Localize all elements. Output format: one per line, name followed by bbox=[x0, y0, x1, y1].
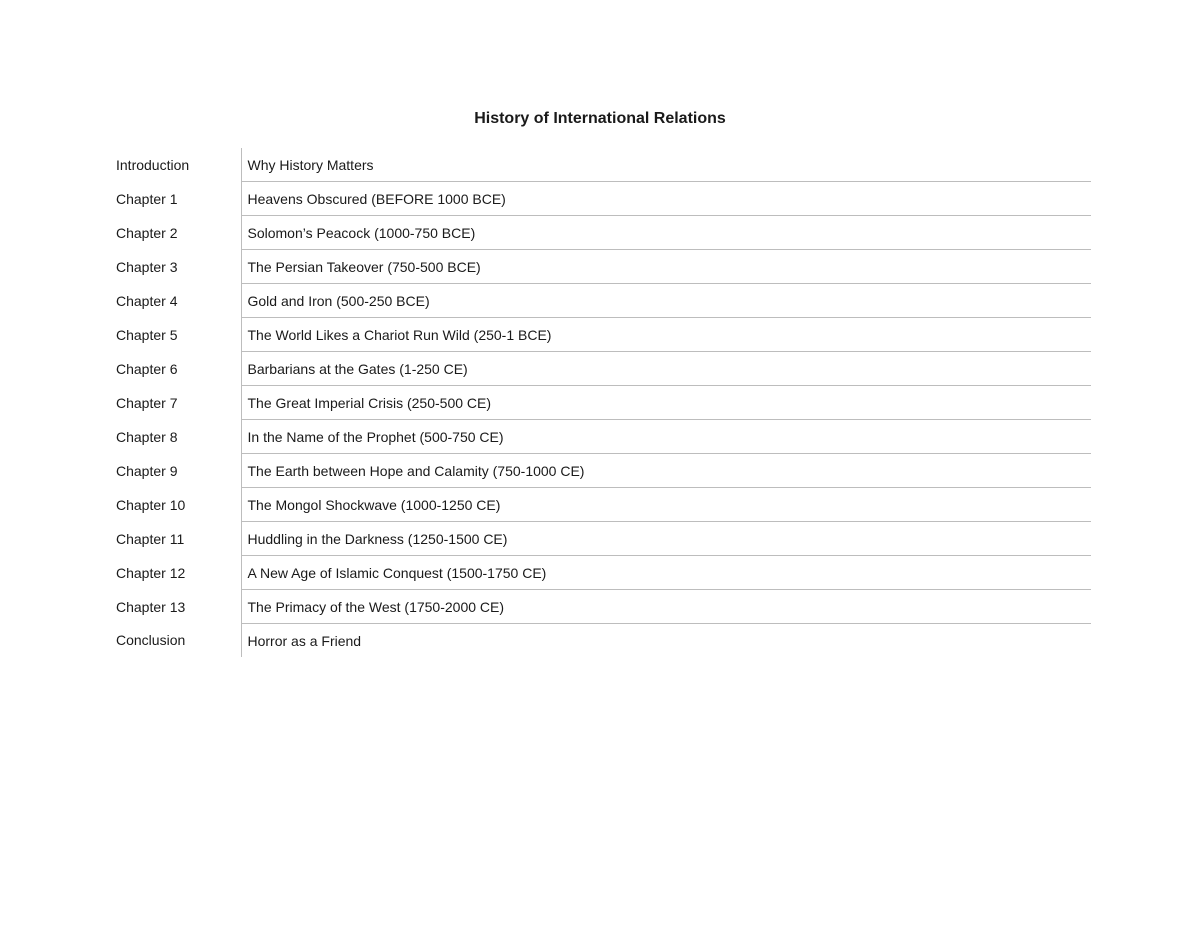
toc-row-chapter-4 bbox=[110, 284, 1091, 318]
toc-label: Chapter 1 bbox=[110, 182, 241, 216]
toc-label: Chapter 12 bbox=[110, 556, 241, 590]
toc-chapter-name: Horror as a Friend bbox=[247, 632, 362, 649]
toc-row-chapter-7 bbox=[110, 386, 1091, 420]
toc-label: Chapter 7 bbox=[110, 386, 241, 420]
toc-row-chapter-8 bbox=[110, 420, 1091, 454]
toc-chapter-name: The Earth between Hope and Calamity (750-1000 CE) bbox=[241, 454, 1091, 488]
toc-label: Chapter 6 bbox=[110, 352, 241, 386]
toc-chapter-name: The Primacy of the West (1750-2000 CE) bbox=[241, 590, 1091, 624]
toc-label: Chapter 13 bbox=[110, 590, 241, 624]
toc-label: Chapter 11 bbox=[110, 522, 241, 556]
toc-chapter-name: A New Age of Islamic Conquest (1500-1750 CE) bbox=[241, 556, 1091, 590]
toc-chapter-name: Solomon’s Peacock (1000-750 BCE) bbox=[241, 216, 1091, 250]
toc-row-chapter-9 bbox=[110, 454, 1091, 488]
toc-row-chapter-12 bbox=[110, 556, 1091, 590]
toc-chapter-name: The World Likes a Chariot Run Wild (250-1 BCE) bbox=[241, 318, 1091, 352]
table-of-contents bbox=[110, 148, 1091, 657]
toc-label: Chapter 5 bbox=[110, 318, 241, 352]
toc-row-introduction bbox=[110, 148, 1091, 182]
toc-row-chapter-5 bbox=[110, 318, 1091, 352]
toc-label: Chapter 2 bbox=[110, 216, 241, 250]
toc-chapter-name: Gold and Iron (500-250 BCE) bbox=[241, 284, 1091, 318]
toc-chapter-name: In the Name of the Prophet (500-750 CE) bbox=[241, 420, 1091, 454]
toc-row-chapter-1 bbox=[110, 182, 1091, 216]
toc-row-conclusion bbox=[110, 624, 1091, 658]
toc-label: Chapter 8 bbox=[110, 420, 241, 454]
toc-row-chapter-6 bbox=[110, 352, 1091, 386]
toc-row-chapter-13 bbox=[110, 590, 1091, 624]
toc-chapter-name: The Great Imperial Crisis (250-500 CE) bbox=[241, 386, 1091, 420]
toc-row-chapter-3 bbox=[110, 250, 1091, 284]
document-title: History of International Relations bbox=[474, 110, 726, 127]
toc-chapter-name: Barbarians at the Gates (1-250 CE) bbox=[241, 352, 1091, 386]
toc-chapter-name: The Mongol Shockwave (1000-1250 CE) bbox=[241, 488, 1091, 522]
toc-label: Chapter 10 bbox=[110, 488, 241, 522]
toc-row-chapter-10 bbox=[110, 488, 1091, 522]
toc-label: Chapter 4 bbox=[110, 284, 241, 318]
toc-chapter-name: Why History Matters bbox=[241, 148, 1091, 182]
toc-label: Conclusion bbox=[110, 624, 241, 658]
toc-label: Chapter 3 bbox=[110, 250, 241, 284]
toc-chapter-name: Huddling in the Darkness (1250-1500 CE) bbox=[241, 522, 1091, 556]
toc-chapter-name: The Persian Takeover (750-500 BCE) bbox=[241, 250, 1091, 284]
toc-label: Introduction bbox=[110, 148, 241, 182]
toc-row-chapter-2 bbox=[110, 216, 1091, 250]
toc-row-chapter-11 bbox=[110, 522, 1091, 556]
toc-chapter-name: Heavens Obscured (BEFORE 1000 BCE) bbox=[241, 182, 1091, 216]
toc-label: Chapter 9 bbox=[110, 454, 241, 488]
